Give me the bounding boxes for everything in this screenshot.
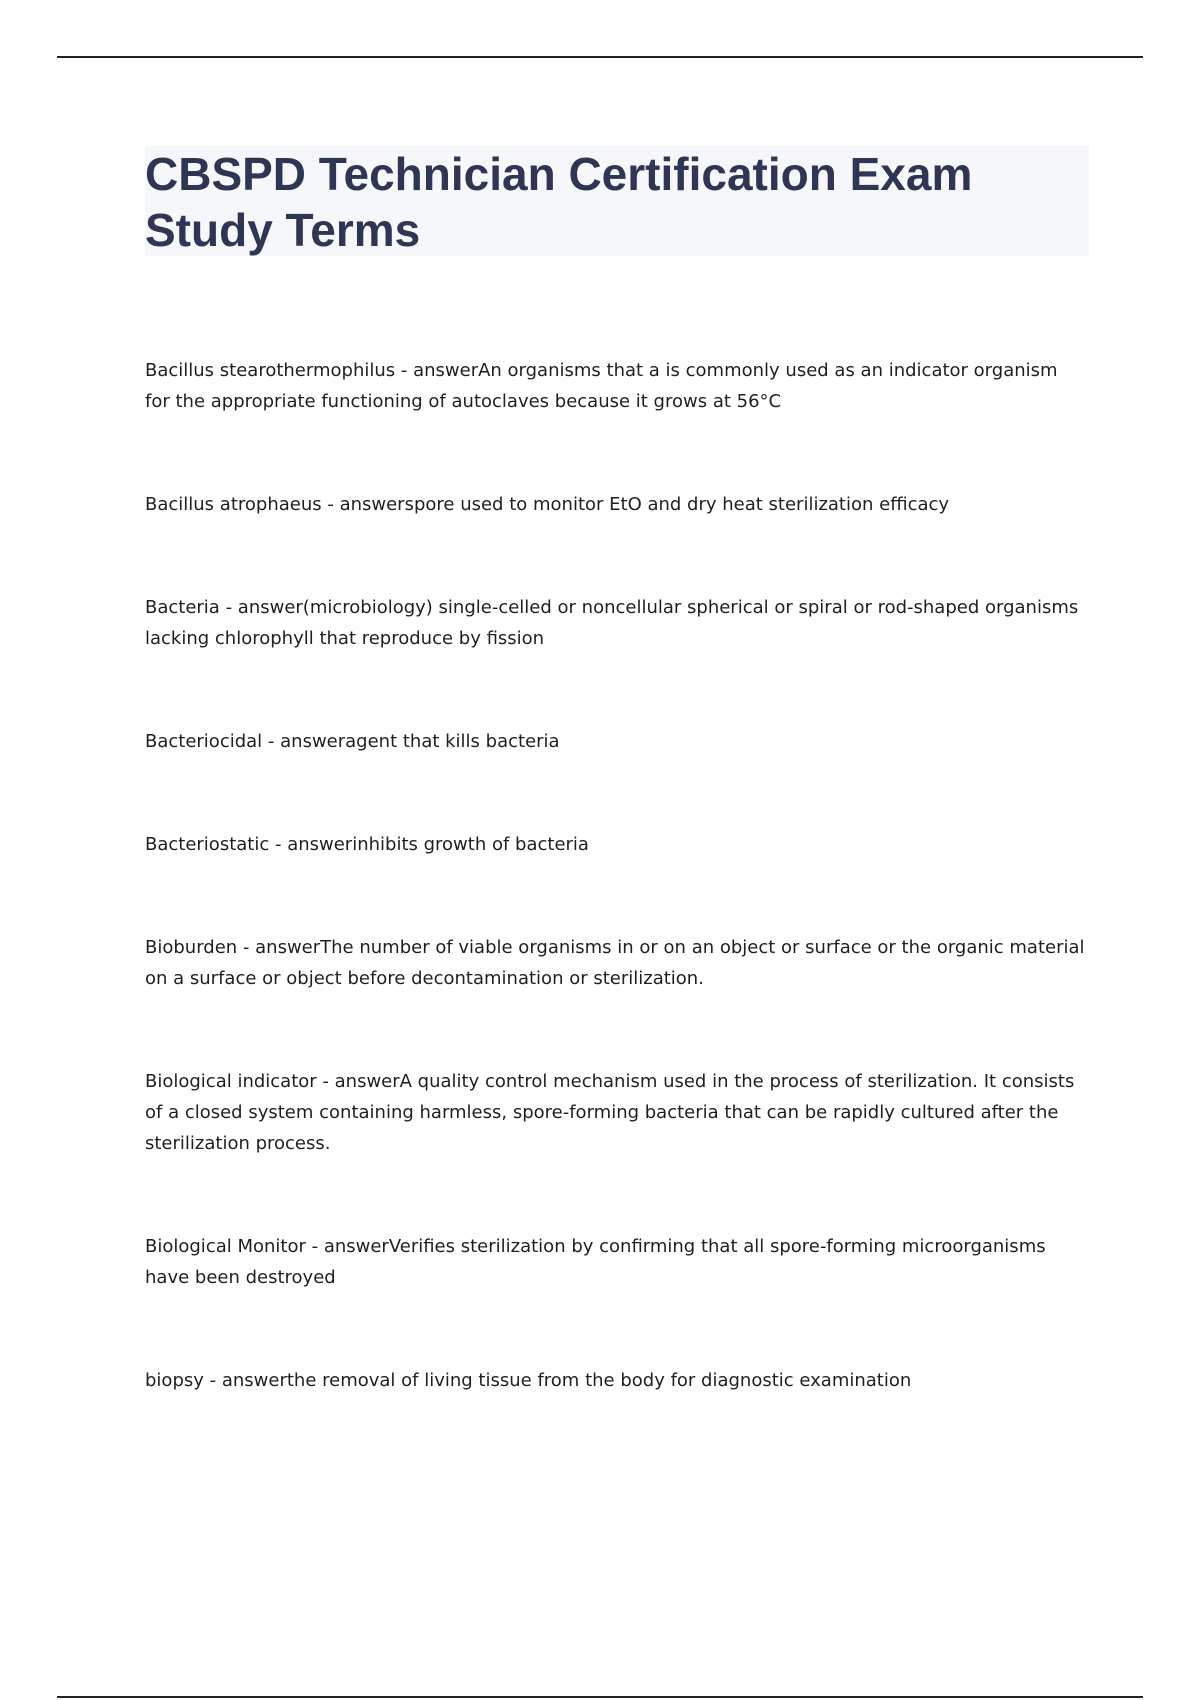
top-divider <box>57 56 1143 58</box>
term-definition: the removal of living tissue from the body for diagnostic examination <box>286 1370 912 1391</box>
term-name: Bacillus atrophaeus <box>145 494 322 515</box>
term-name: Bacteriocidal <box>145 731 263 752</box>
title-banner <box>145 146 1089 256</box>
term-definition: The number of viable organisms in or on an object or surface or the organic material on a surface or object before decontamination or sterilization. <box>145 937 1085 989</box>
bottom-divider <box>57 1696 1143 1698</box>
document-title: CBSPD Technician Certification Exam Study Terms <box>145 148 973 256</box>
term-definition: A quality control mechanism used in the process of sterilization. It consists of a closed system containing harmless, spore-forming bacteria that can be rapidly cultured after the sterilization process. <box>145 1071 1075 1154</box>
term-separator: - answer <box>321 494 405 515</box>
term-separator: - answer <box>203 1370 287 1391</box>
term-name: Bacteria <box>145 597 220 618</box>
term-entry <box>145 1231 1085 1293</box>
term-entry <box>145 1365 1085 1396</box>
term-separator: - answer <box>316 1071 400 1092</box>
term-name: Bacteriostatic <box>145 834 270 855</box>
term-entry <box>145 592 1085 654</box>
term-separator: - answer <box>219 597 303 618</box>
term-entry <box>145 726 1085 757</box>
term-separator: - answer <box>269 834 353 855</box>
term-separator: - answer <box>395 360 479 381</box>
term-separator: - answer <box>305 1236 389 1257</box>
term-definition: Verifies sterilization by confirming that all spore-forming microorganisms have been destroyed <box>145 1236 1046 1288</box>
term-name: biopsy <box>145 1370 204 1391</box>
term-entry <box>145 489 1085 520</box>
term-definition: (microbiology) single-celled or noncellular spherical or spiral or rod-shaped organisms lacking chlorophyll that reproduce by fission <box>145 597 1079 649</box>
term-name: Biological Monitor <box>145 1236 306 1257</box>
term-separator: - answer <box>262 731 346 752</box>
term-definition: inhibits growth of bacteria <box>352 834 589 855</box>
term-entry <box>145 1066 1085 1159</box>
term-name: Bioburden <box>145 937 238 958</box>
term-definition: An organisms that a is commonly used as an indicator organism for the appropriate functioning of autoclaves because it grows at 56°C <box>145 360 1058 412</box>
term-entry <box>145 829 1085 860</box>
term-separator: - answer <box>237 937 321 958</box>
term-definition: spore used to monitor EtO and dry heat sterilization efficacy <box>404 494 950 515</box>
term-name: Bacillus stearothermophilus <box>145 360 396 381</box>
term-entry <box>145 932 1085 994</box>
term-entry <box>145 355 1085 417</box>
terms-list <box>145 355 1085 1468</box>
term-name: Biological indicator <box>145 1071 317 1092</box>
term-definition: agent that kills bacteria <box>345 731 560 752</box>
